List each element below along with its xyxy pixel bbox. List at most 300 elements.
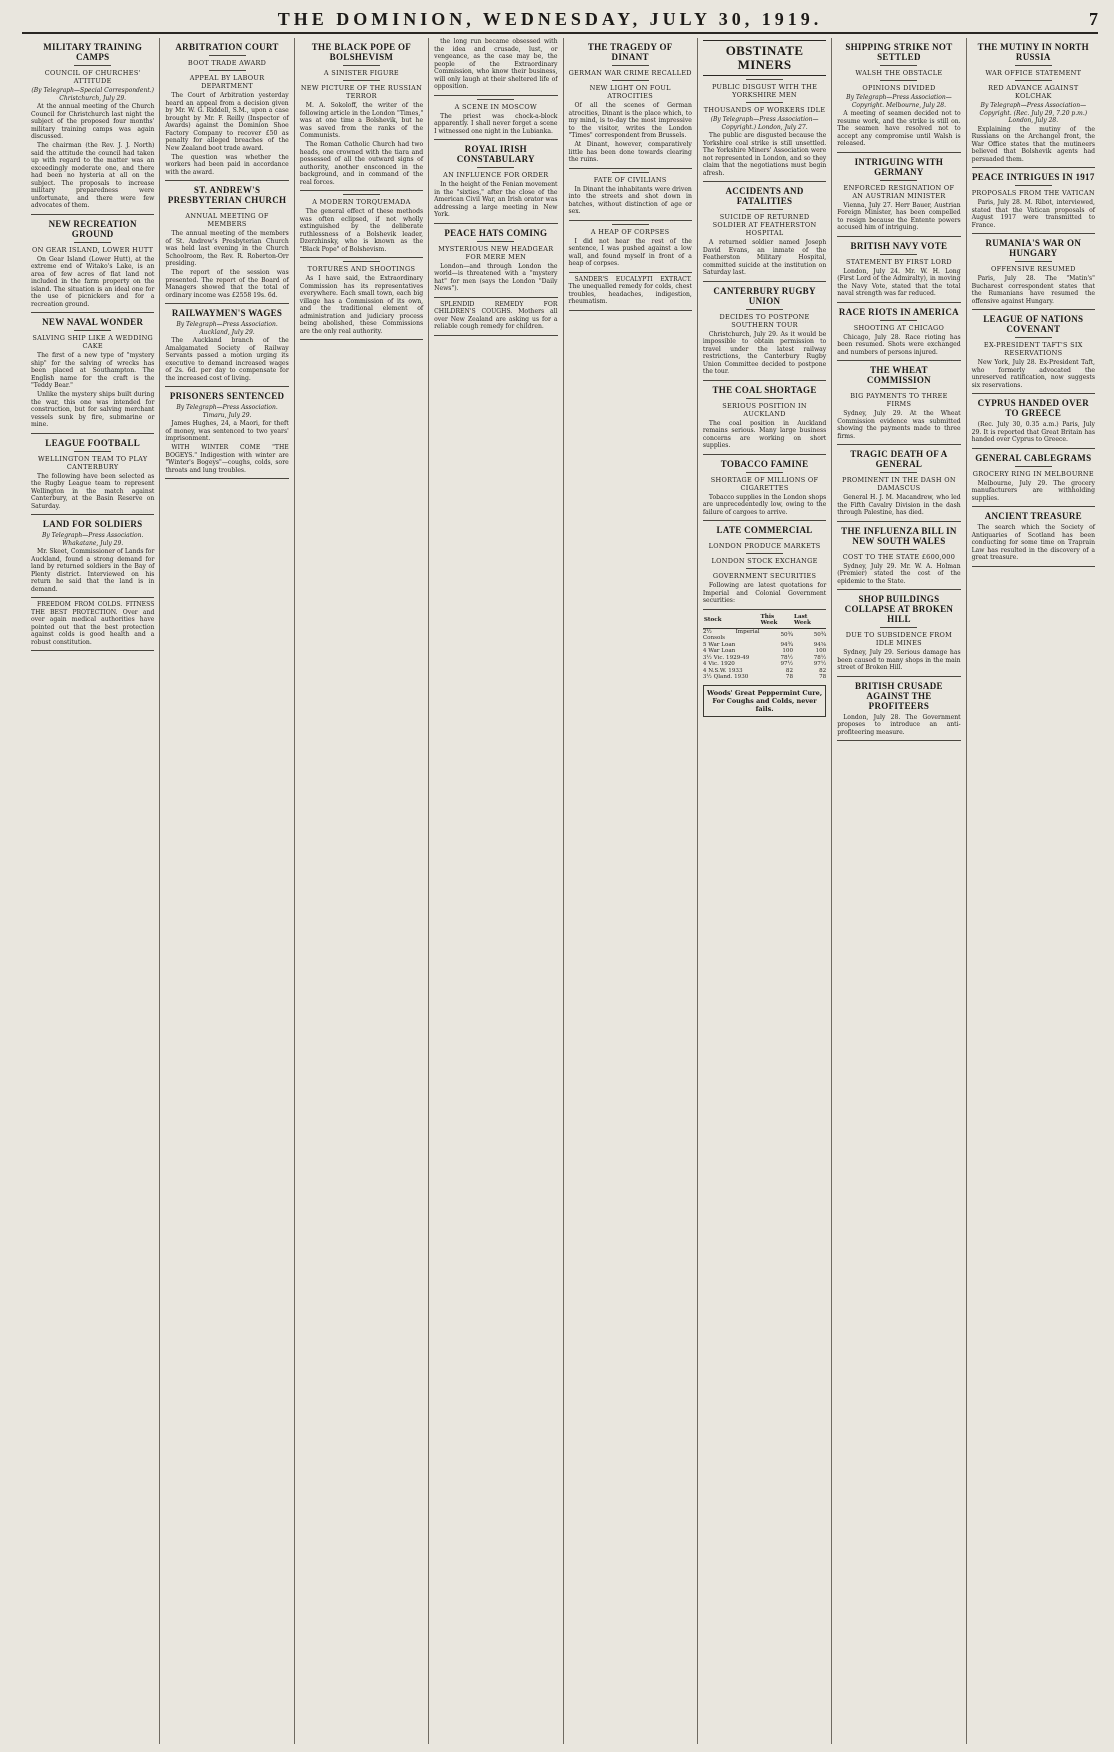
article-paragraph: A returned soldier named Joseph David Evans, an inmate of the Featherston Military Hospital, committed suicide at the institution on Saturday last. xyxy=(702,239,827,276)
column-6 xyxy=(698,38,832,1744)
stock-table-cell: 78 xyxy=(785,674,794,680)
article-paragraph: SPLENDID REMEDY FOR CHILDREN'S COUGHS. Mothers all over New Zealand are asking us for a reliable cough remedy for children. xyxy=(434,300,558,330)
article-dateline: (By Telegraph—Press Association—Copyright.) London, July 27. xyxy=(710,116,819,131)
article-dateline: By Telegraph—Press Association—Copyright. (Rec. July 29, 7.20 p.m.) London, July 28. xyxy=(979,102,1088,124)
column-rule xyxy=(165,180,288,181)
column-rule xyxy=(837,676,960,677)
article-headline: RAILWAYMEN'S WAGES xyxy=(171,308,283,318)
article xyxy=(837,594,960,672)
article-headline: INTRIGUING WITH GERMANY xyxy=(854,156,944,177)
article xyxy=(434,228,557,293)
rule-divider xyxy=(746,398,783,399)
article-subheading: DUE TO SUBSIDENCE FROM IDLE MINES xyxy=(845,631,953,647)
article xyxy=(837,365,960,440)
article-subheading: A MODERN TORQUEMADA xyxy=(312,198,411,206)
rule-divider xyxy=(1015,337,1052,338)
column-rule xyxy=(31,514,154,515)
column-rule xyxy=(165,303,288,304)
article-subheading: GOVERNMENT SECURITIES xyxy=(712,572,817,580)
article-headline: LATE COMMERCIAL xyxy=(716,525,813,535)
article xyxy=(837,526,960,586)
column-rule xyxy=(31,597,154,598)
article-subheading: SUICIDE OF RETURNED SOLDIER AT FEATHERSTON HOSPITAL xyxy=(712,213,817,237)
column-rule xyxy=(703,380,826,381)
article-subheading: A SCENE IN MOSCOW xyxy=(454,102,537,111)
rule-divider xyxy=(880,388,917,389)
article-paragraph: London, July 24. Mr. W. H. Long (First Lord of the Admiralty), in moving the Navy Vote, stated that the total naval strength was far reduced. xyxy=(837,267,961,297)
article-paragraph: Mr. Skeet, Commissioner of Lands for Auckland, found a strong demand for land by returned soldiers in the Bay of Plenty district. Interviewed on his return he said that the land is in demand. xyxy=(31,548,155,593)
stock-table-cell: 4 War Loan xyxy=(702,648,736,654)
column-rule xyxy=(837,302,960,303)
article xyxy=(31,219,154,309)
stock-table-cell: 78 xyxy=(819,674,827,680)
column-rule xyxy=(972,167,1095,168)
article xyxy=(569,224,692,268)
article-subheading: OFFENSIVE RESUMED xyxy=(991,265,1076,273)
article xyxy=(300,194,423,253)
article xyxy=(569,42,692,164)
rule-divider xyxy=(880,627,917,628)
column-rule xyxy=(972,233,1095,234)
article-paragraph: The report of the session was presented. The report of the Board of Managers showed that the total of ordinary income was £2558 19s. 6d. xyxy=(165,269,289,299)
article-headline: THE COAL SHORTAGE xyxy=(712,384,817,395)
article-paragraph: The annual meeting of the members of St. Andrew's Presbyterian Church was held last evening in the Church Schoolroom, the Rev. R. Roberton-Orr presiding. xyxy=(165,230,289,267)
article-subheading: OPINIONS DIVIDED xyxy=(862,84,936,92)
rule-divider xyxy=(74,451,111,452)
article xyxy=(837,681,960,737)
article-subheading: DECIDES TO POSTPONE SOUTHERN TOUR xyxy=(719,312,810,329)
stock-table-cell: 50¾ xyxy=(780,631,794,638)
rule-divider xyxy=(74,242,111,243)
article-headline: LEAGUE FOOTBALL xyxy=(45,437,141,448)
column-5 xyxy=(564,38,698,1744)
masthead xyxy=(22,6,1098,34)
article-paragraph: Sydney, July 29. Serious damage has been caused to many shops in the main street of Broken Hill. xyxy=(837,649,961,671)
rule-divider xyxy=(746,538,783,539)
column-rule xyxy=(703,281,826,282)
column-8 xyxy=(967,38,1100,1744)
rule-divider xyxy=(746,209,783,210)
article-paragraph: On Gear Island (Lower Hutt), at the extreme end of Witako's Lake, is an area of few acres of flat land not included in the farm property on the island. The situation is an ideal one for the use of picnickers and for a recreation ground. xyxy=(31,255,155,308)
rule-divider xyxy=(612,224,649,225)
rule-divider xyxy=(1015,80,1052,81)
article-paragraph: The Roman Catholic Church had two heads, one crowned with the tiara and possessed of all the outward signs of authority, another ensconced in the background, and in command of the real forces. xyxy=(299,141,424,186)
article xyxy=(569,276,692,306)
article-headline: THE WHEAT COMMISSION xyxy=(866,365,931,385)
article xyxy=(972,42,1095,163)
article-paragraph: Paris, July 28. The "Matin's" Bucharest correspondent states that the Rumanians have resumed the offensive against Hungary. xyxy=(971,275,1095,305)
advertisement: Woods' Great Peppermint Cure, For Coughs and Colds, never fails. xyxy=(703,685,826,717)
column-rule xyxy=(972,309,1095,310)
columns-container xyxy=(26,38,1100,1744)
article-paragraph: James Hughes, 24, a Maori, for theft of money, was sentenced to two years' imprisonment. xyxy=(165,420,289,442)
article-paragraph: At Dinant, however, comparatively little has been done towards clearing the ruins. xyxy=(568,141,692,163)
article xyxy=(434,301,557,331)
article-paragraph: Melbourne, July 29. The grocery manufacturers are withholding supplies. xyxy=(971,479,1095,502)
rule-divider xyxy=(746,102,783,103)
article xyxy=(31,42,154,210)
stock-table-cell: 100 xyxy=(782,648,794,654)
rule-divider xyxy=(746,309,783,310)
column-rule xyxy=(31,214,154,215)
article xyxy=(972,453,1095,503)
article xyxy=(434,144,557,219)
article-subheading: APPEAL BY LABOUR DEPARTMENT xyxy=(189,74,265,90)
article-headline: THE INFLUENZA BILL IN NEW SOUTH WALES xyxy=(841,525,957,546)
stock-table-cell: 97½ xyxy=(813,661,827,667)
article-headline: THE MUTINY IN NORTH RUSSIA xyxy=(977,42,1089,62)
rule-divider xyxy=(343,261,380,262)
article-dateline: (By Telegraph—Special Correspondent.) Christchurch, July 29. xyxy=(31,87,154,102)
article-paragraph: The coal position in Auckland remains serious. Many large business concerns are working on short supplies. xyxy=(702,419,827,449)
article-subheading: LONDON PRODUCE MARKETS xyxy=(708,542,821,550)
column-4 xyxy=(429,38,563,1744)
stock-table-cell: 50¾ xyxy=(813,631,827,638)
stock-table-cell: 78½ xyxy=(813,654,827,661)
article-paragraph: The first of a new type of "mystery ship" for the salving of wrecks has been placed at Southampton. The English name for the craft is the "Teddy Bear." xyxy=(31,352,155,389)
article-headline: PRISONERS SENTENCED xyxy=(169,391,285,401)
stock-table-header xyxy=(703,613,826,629)
column-rule xyxy=(434,297,557,298)
article-paragraph: New York, July 28. Ex-President Taft, who formerly advocated the unreserved ratification, now suggests six reservations. xyxy=(971,359,1095,389)
rule-divider xyxy=(477,99,514,100)
stock-table-cell: 97½ xyxy=(780,661,794,667)
article-headline: PEACE INTRIGUES IN 1917 xyxy=(971,172,1095,182)
column-rule xyxy=(569,310,692,311)
article-subheading: AN INFLUENCE FOR ORDER xyxy=(443,171,549,179)
stock-table-row xyxy=(703,674,826,681)
rule-divider xyxy=(612,65,649,66)
article-paragraph: Explaining the mutiny of the Russians on the Archangel front, the War Office states that the mutineers believed that Bolshevik agents had persuaded them. xyxy=(971,125,1095,163)
article-subheading: A HEAP OF CORPSES xyxy=(590,227,670,236)
rule-divider xyxy=(880,65,917,66)
rule-divider xyxy=(1015,466,1052,467)
article-headline: ST. ANDREW'S PRESBYTERIAN CHURCH xyxy=(167,185,287,205)
article-subheading: STATEMENT BY FIRST LORD xyxy=(846,257,952,266)
article-dateline: By Telegraph—Press Association. Timaru, July 29. xyxy=(176,404,278,419)
column-rule xyxy=(837,521,960,522)
article-paragraph: London—and through London the world—is threatened with a "mystery hat" for men (says the London "Daily News"). xyxy=(434,262,558,292)
article-subheading: PROMINENT IN THE DASH ON DAMASCUS xyxy=(842,476,956,492)
article xyxy=(972,238,1095,305)
rule-divider xyxy=(880,80,917,81)
article-paragraph: Vienna, July 27. Herr Bauer, Austrian Foreign Minister, has been compelled to resign because the Entente powers accused him of intriguing. xyxy=(837,201,961,231)
article xyxy=(434,99,557,136)
article-subheading: BIG PAYMENTS TO THREE FIRMS xyxy=(850,392,948,408)
stock-table-cell: 78½ xyxy=(780,654,794,661)
column-rule xyxy=(837,740,960,741)
article-paragraph: The chairman (the Rev. J. J. North) said the attitude the council had taken up with regard to the matter was an exceedingly moderate one, and there had been no hysteria at all on the subject. The proposals to increase military preparedness were unfortunate, and there were few advocates of them. xyxy=(31,142,155,209)
article-subheading: PUBLIC DISGUST WITH THE YORKSHIRE MEN xyxy=(711,83,818,99)
article-headline: ACCIDENTS AND FATALITIES xyxy=(725,186,804,206)
column-1 xyxy=(26,38,160,1744)
article-paragraph: The question was whether the workers had been paid in accordance with the award. xyxy=(165,153,289,176)
article-subheading: RED ADVANCE AGAINST KOLCHAK xyxy=(988,84,1079,100)
article-headline: LAND FOR SOLDIERS xyxy=(42,519,143,529)
article xyxy=(31,601,154,646)
column-rule xyxy=(837,444,960,445)
rule-divider xyxy=(343,80,380,81)
stock-table-cell: 100 xyxy=(815,648,827,654)
article-paragraph: I did not hear the rest of the sentence, I was pushed against a low wall, and found myself in front of a heap of corpses. xyxy=(568,237,692,267)
article-headline: TOBACCO FAMINE xyxy=(720,458,809,469)
column-rule xyxy=(434,139,557,140)
rule-divider xyxy=(477,241,514,242)
article-headline: CYPRUS HANDED OVER TO GREECE xyxy=(977,398,1090,418)
rule-divider xyxy=(746,553,783,554)
rule-divider xyxy=(477,167,514,168)
article-paragraph: Christchurch, July 29. As it would be impossible to obtain permission to travel under the latest railway restrictions, the Canterbury Rugby Union Committee decided to postpone the tour. xyxy=(702,330,827,375)
article xyxy=(300,42,423,186)
article xyxy=(31,438,154,511)
article-headline: NEW NAVAL WONDER xyxy=(42,317,144,327)
article-paragraph: General H. J. M. Macandrew, who led the Fifth Cavalry Division in the dash through Palestine, has died. xyxy=(837,494,961,516)
column-rule xyxy=(31,650,154,651)
article-subheading: SALVING SHIP LIKE A WEDDING CAKE xyxy=(32,334,154,350)
article-paragraph: Unlike the mystery ships built during the war, this one was intended for construction, but for salving merchant vessels sunk by fire, submarine or mine. xyxy=(31,391,155,428)
stock-table-cell: 4 N.S.W. 1933 xyxy=(702,667,743,674)
article-subheading: WELLINGTON TEAM TO PLAY CANTERBURY xyxy=(37,454,148,471)
column-rule xyxy=(837,236,960,237)
masthead-title: THE DOMINION, WEDNESDAY, JULY 30, 1919. xyxy=(277,8,823,29)
column-rule xyxy=(703,609,826,610)
rule-divider xyxy=(74,65,111,66)
article xyxy=(837,449,960,517)
article-subheading: GERMAN WAR CRIME RECALLED xyxy=(568,69,692,77)
article-headline: THE TRAGEDY OF DINANT xyxy=(587,42,673,62)
article xyxy=(837,157,960,232)
article-headline: OBSTINATE MINERS xyxy=(703,40,826,76)
article-headline: SHOP BUILDINGS COLLAPSE AT BROKEN HILL xyxy=(844,594,954,624)
article xyxy=(165,391,288,474)
article-subheading: ON GEAR ISLAND, LOWER HUTT xyxy=(32,245,154,254)
rule-divider xyxy=(746,79,783,80)
article-headline: CANTERBURY RUGBY UNION xyxy=(713,285,816,306)
article-headline: TRAGIC DEATH OF A GENERAL xyxy=(850,449,948,469)
column-rule xyxy=(569,272,692,273)
column-2 xyxy=(160,38,294,1744)
stock-table-cell: 5 War Loan xyxy=(702,641,736,648)
column-rule xyxy=(972,566,1095,567)
article-paragraph: In Dinant the inhabitants were driven into the streets and shot down in batches, without distinction of age or sex. xyxy=(568,185,692,215)
column-rule xyxy=(703,181,826,182)
article-subheading: MYSTERIOUS NEW HEADGEAR FOR MERE MEN xyxy=(438,244,554,261)
rule-divider xyxy=(209,208,246,209)
article-subheading: WAR OFFICE STATEMENT xyxy=(985,69,1082,77)
rule-divider xyxy=(880,472,917,473)
article-subheading: COST TO THE STATE £600,000 xyxy=(842,552,956,561)
article xyxy=(703,459,826,517)
article-subheading: SERIOUS POSITION IN AUCKLAND xyxy=(722,401,807,418)
article-paragraph: Tobacco supplies in the London shops are unprecedentedly low, owing to the failure of cargoes to arrive. xyxy=(702,493,827,516)
rule-divider xyxy=(880,180,917,181)
article xyxy=(837,241,960,298)
article-headline: ROYAL IRISH CONSTABULARY xyxy=(456,144,535,164)
column-rule xyxy=(569,220,692,221)
column-rule xyxy=(703,454,826,455)
article-headline: ANCIENT TREASURE xyxy=(984,511,1082,521)
rule-divider xyxy=(880,549,917,550)
article-subheading: GROCERY RING IN MELBOURNE xyxy=(972,469,1094,478)
article xyxy=(165,185,288,299)
rule-divider xyxy=(209,55,246,56)
article-paragraph: Sydney, July 29. Mr. W. A. Holman (Premier) stated the cost of the epidemic to the State. xyxy=(837,562,961,585)
article xyxy=(703,186,826,277)
column-3 xyxy=(295,38,429,1744)
column-rule xyxy=(703,520,826,521)
article xyxy=(300,261,423,335)
article xyxy=(972,314,1095,389)
article-paragraph: The priest was chock-a-block apparently. I shall never forget a scene I witnessed one night in the Lubianka. xyxy=(434,112,558,135)
stock-table-cell: 82 xyxy=(819,667,827,674)
article xyxy=(972,511,1095,562)
stock-table-heading: This Week xyxy=(760,613,793,629)
rule-divider xyxy=(1015,261,1052,262)
rule-divider xyxy=(1015,185,1052,186)
article-paragraph: Of all the scenes of German atrocities, Dinant is the place which, to my mind, is to-day the most impressive to the visitor, writes the London "Times" correspondent from Brussels. xyxy=(568,102,692,139)
article xyxy=(837,42,960,148)
column-rule xyxy=(837,152,960,153)
article-paragraph: SANDER'S EUCALYPTI EXTRACT. The unequalled remedy for colds, chest troubles, headaches, indigestion, rheumatism. xyxy=(568,275,692,305)
rule-divider xyxy=(343,194,380,195)
article-dateline: By Telegraph—Press Association. Whakatane, July 29. xyxy=(41,532,144,547)
article xyxy=(972,172,1095,229)
article-paragraph: WITH WINTER COME "THE BOGEYS." Indigestion with winter are "Winter's Bogeys"—coughs, colds, sore throats and lung troubles. xyxy=(165,444,289,474)
article-subheading: THOUSANDS OF WORKERS IDLE xyxy=(703,106,826,114)
rule-divider xyxy=(612,80,649,81)
article xyxy=(837,307,960,357)
article-subheading: COUNCIL OF CHURCHES' ATTITUDE xyxy=(44,69,141,85)
column-rule xyxy=(972,393,1095,394)
article xyxy=(569,172,692,216)
column-rule xyxy=(972,448,1095,449)
article-headline: THE BLACK POPE OF BOLSHEVISM xyxy=(311,42,412,62)
article-subheading: PROPOSALS FROM THE VATICAN xyxy=(971,189,1095,197)
article-headline: MILITARY TRAINING CAMPS xyxy=(43,42,143,62)
stock-table-cell: 2½ Imperial Consols xyxy=(702,628,760,641)
column-rule xyxy=(31,433,154,434)
rule-divider xyxy=(612,172,649,173)
column-rule xyxy=(300,339,423,340)
stock-table-cell: 94⅝ xyxy=(813,641,827,648)
article xyxy=(31,519,154,593)
article xyxy=(703,385,826,450)
article-paragraph: Sydney, July 29. At the Wheat Commission evidence was submitted showing the payments made to three firms. xyxy=(837,410,961,440)
article-headline: NEW RECREATION GROUND xyxy=(48,218,137,239)
column-rule xyxy=(569,168,692,169)
article-paragraph: The search which the Society of Antiquaries of Scotland has been conducting for some time on Traprain Law has resulted in the discovery of a great treasure. xyxy=(971,524,1095,561)
column-rule xyxy=(300,190,423,191)
article-headline: ARBITRATION COURT xyxy=(175,42,279,52)
article-paragraph: the long run became obsessed with the idea and crusade, lust, or vengeance, as the case may be, the people of the Extraordinary Commission, who know their business, will only laugh at their sheltered life of opposition. xyxy=(434,38,558,90)
column-rule xyxy=(972,506,1095,507)
article-subheading: LONDON STOCK EXCHANGE xyxy=(711,557,818,565)
column-rule xyxy=(434,335,557,336)
column-rule xyxy=(300,257,423,258)
article-paragraph: Chicago, July 28. Race rioting has been resumed. Shots were exchanged and numbers of persons injured. xyxy=(837,333,961,356)
stock-table-heading: Stock xyxy=(703,613,760,629)
article-headline: SHIPPING STRIKE NOT SETTLED xyxy=(845,42,953,62)
article-paragraph: The Auckland branch of the Amalgamated Society of Railway Servants passed a motion urging its executive to demand increased wages of 2s. 6d. per day to compensate for the increased cost of living. xyxy=(165,337,289,382)
rule-divider xyxy=(74,330,111,331)
stock-table-cell: 94¾ xyxy=(780,641,794,648)
article-dateline: By Telegraph—Press Association. Auckland, July 29. xyxy=(176,321,278,336)
article xyxy=(703,525,826,605)
rule-divider xyxy=(746,472,783,473)
article-subheading: EX-PRESIDENT TAFT'S SIX RESERVATIONS xyxy=(983,341,1083,357)
column-rule xyxy=(165,386,288,387)
stock-table-cell: 3½ Vic. 1929-49 xyxy=(702,654,750,661)
article-paragraph: Following are latest quotations for Imperial and Colonial Government securities: xyxy=(702,582,827,604)
column-rule xyxy=(434,223,557,224)
column-rule xyxy=(434,95,557,96)
article-paragraph: The following have been selected as the Rugby League team to represent Wellington in the match against Canterbury, at the Basin Reserve on Saturday. xyxy=(31,472,155,510)
article-paragraph: The public are disgusted because the Yorkshire coal strike is still unsettled. The Yorkshire Miners' Association were not represented in London, and so they claim that the negotiations must begin afresh. xyxy=(702,132,827,177)
column-7 xyxy=(832,38,966,1744)
article-subheading: ENFORCED RESIGNATION OF AN AUSTRIAN MINISTER xyxy=(843,183,955,200)
column-rule xyxy=(837,360,960,361)
article-headline: PEACE HATS COMING xyxy=(444,227,548,238)
article-subheading: ANNUAL MEETING OF MEMBERS xyxy=(185,212,269,228)
article-paragraph: In the height of the Fenian movement in the "sixties," after the close of the American Civil War, an Irish orator was addressing a large meeting in New York. xyxy=(434,181,558,218)
article-headline: BRITISH CRUSADE AGAINST THE PROFITEERS xyxy=(855,680,943,711)
article xyxy=(972,398,1095,444)
article xyxy=(165,42,288,176)
article-subheading: SHORTAGE OF MILLIONS OF CIGARETTES xyxy=(710,475,819,492)
column-rule xyxy=(31,312,154,313)
rule-divider xyxy=(880,254,917,255)
article-paragraph: (Rec. July 30, 0.35 a.m.) Paris, July 29. It is reported that Great Britain has handed over Cyprus to Greece. xyxy=(971,421,1095,443)
article-paragraph: Paris, July 28. M. Ribot, interviewed, stated that the Vatican proposals of August 1917 were transmitted to France. xyxy=(971,199,1095,229)
article-paragraph: The Court of Arbitration yesterday heard an appeal from a decision given by Mr. W. G. Riddell, S.M., upon a case brought by Mr. F. Reilly (Inspector of Awards) against the Dominion Shoe Factory Company to recover £50 as penalty for alleged breaches of the New Zealand boot trade award. xyxy=(165,92,289,152)
article-paragraph: At the annual meeting of the Church Council for Christchurch last night the subject of the proposed four months' military training camps was again discussed. xyxy=(31,103,155,140)
column-rule xyxy=(165,478,288,479)
column-rule xyxy=(837,589,960,590)
rule-divider xyxy=(343,65,380,66)
article xyxy=(165,308,288,382)
article-headline: RUMANIA'S WAR ON HUNGARY xyxy=(985,238,1082,258)
rule-divider xyxy=(746,568,783,569)
article-paragraph: As I have said, the Extraordinary Commission has its representatives everywhere. Each small town, each big village has a Commission of its own, and the traditional element of administration and judiciary process being abolished, these Commissions are the only real authority. xyxy=(299,275,424,335)
article-subheading: WALSH THE OBSTACLE xyxy=(855,69,943,77)
rule-divider xyxy=(209,70,246,71)
article-subheading: A SINISTER FIGURE xyxy=(323,69,399,77)
article xyxy=(31,317,154,429)
article-subheading: TORTURES AND SHOOTINGS xyxy=(307,265,416,273)
page-number: 7 xyxy=(1089,8,1098,29)
article xyxy=(434,38,557,91)
rule-divider xyxy=(880,320,917,321)
article xyxy=(703,40,826,177)
article-paragraph: A meeting of seamen decided not to resume work, and the strike is still on. The seamen have resolved not to accept any compromise until Walsh is released. xyxy=(837,110,961,147)
article-headline: RACE RIOTS IN AMERICA xyxy=(838,306,959,317)
article-dateline: By Telegraph—Press Association—Copyright. Melbourne, July 28. xyxy=(846,94,952,109)
article-paragraph: M. A. Sokoloff, the writer of the following article in the London "Times," was at one time a Bolshevik, but he was saved from the ranks of the Communists. xyxy=(299,102,424,139)
stock-table-heading: Last Week xyxy=(793,613,826,629)
article-paragraph: FREEDOM FROM COLDS. FITNESS THE BEST PROTECTION. Over and over again medical authorities have pointed out that the best protection against colds is good health and a robust constitution. xyxy=(31,601,155,646)
article-subheading: FATE OF CIVILIANS xyxy=(593,175,667,184)
article-headline: BRITISH NAVY VOTE xyxy=(850,240,948,251)
article-subheading: NEW LIGHT ON FOUL ATROCITIES xyxy=(589,84,671,100)
article xyxy=(703,286,826,376)
article-headline: LEAGUE OF NATIONS COVENANT xyxy=(983,314,1084,334)
stock-table-cell: 3½ Qland. 1930 xyxy=(702,674,749,680)
article-subheading: BOOT TRADE AWARD xyxy=(187,59,267,67)
stock-table-row xyxy=(703,628,826,642)
rule-divider xyxy=(1015,65,1052,66)
stock-table-cell: 82 xyxy=(785,667,794,674)
article-subheading: NEW PICTURE OF THE RUSSIAN TERROR xyxy=(300,84,423,100)
